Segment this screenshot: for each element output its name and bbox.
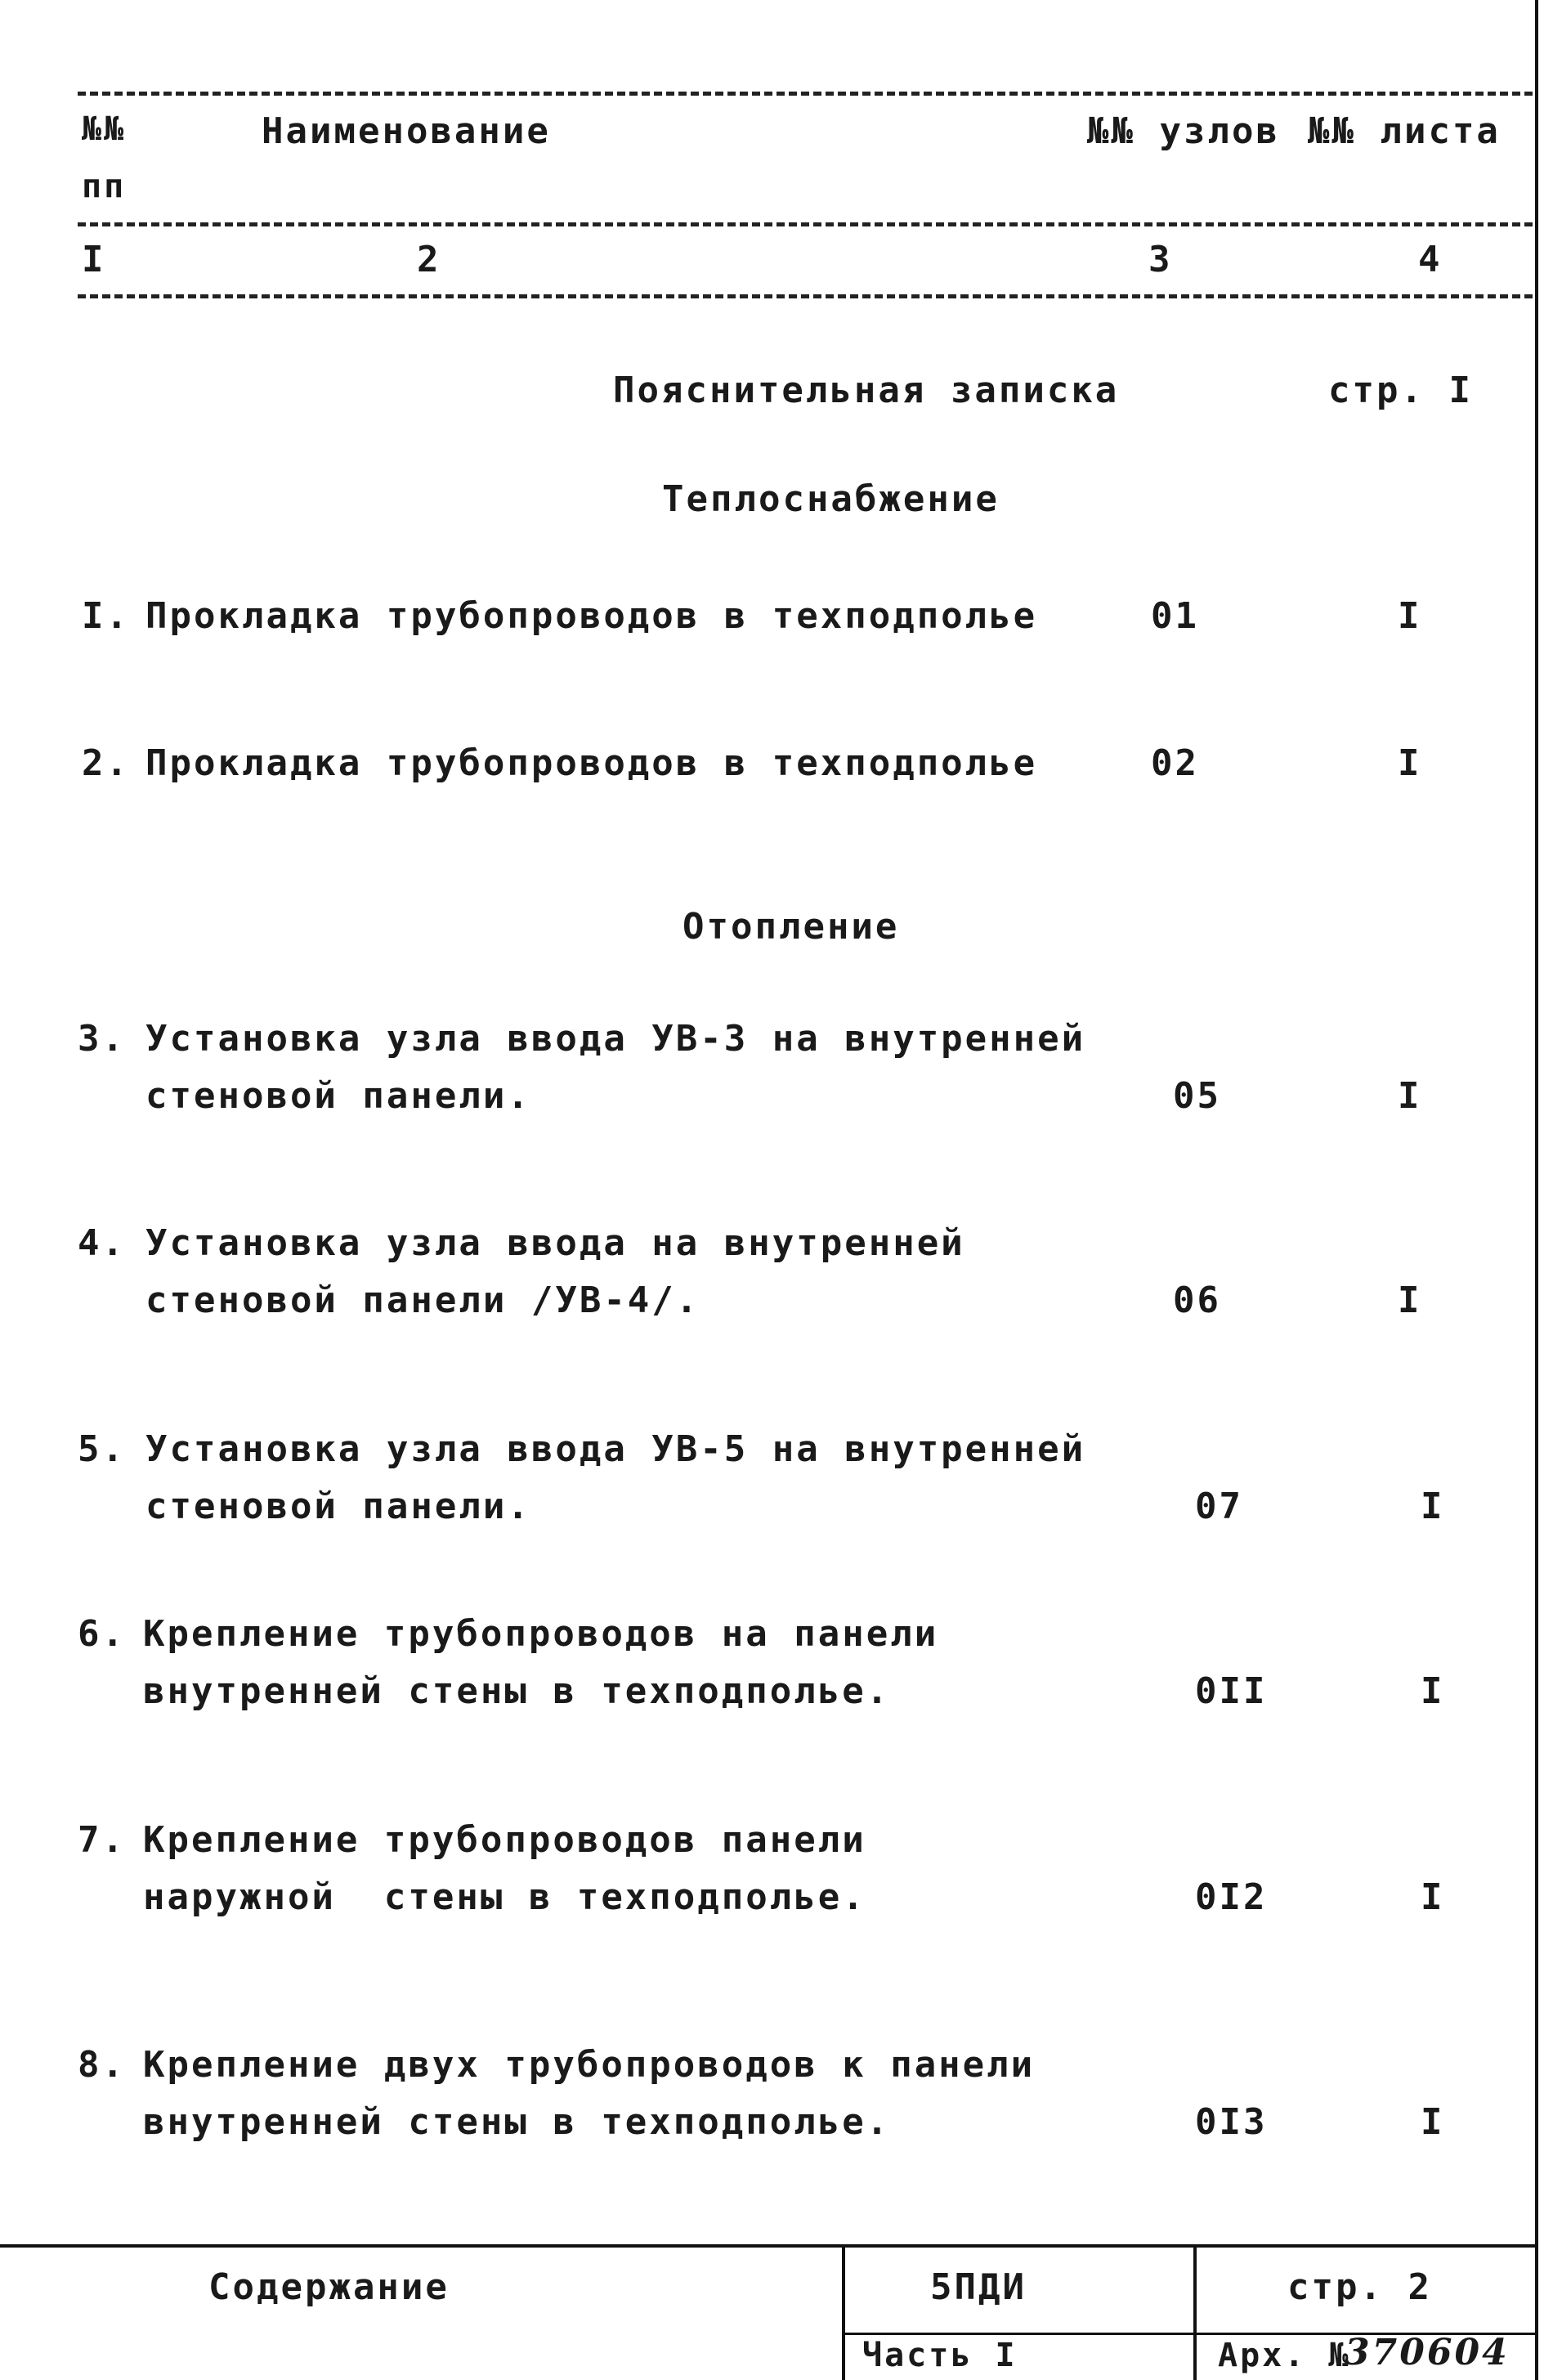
item-node: 0I3 xyxy=(1195,2101,1268,2143)
item-text-line: Крепление трубопроводов панели xyxy=(143,1819,866,1861)
item-sheet: I xyxy=(1398,1280,1422,1321)
item-node: 05 xyxy=(1173,1075,1221,1117)
title-block-page: стр. 2 xyxy=(1287,2266,1432,2308)
col-number-2: 2 xyxy=(417,239,441,280)
item-sheet: I xyxy=(1421,1876,1445,1918)
col3-label: №№ узлов xyxy=(1087,110,1280,152)
item-node: 07 xyxy=(1195,1486,1243,1527)
item-number: 6. xyxy=(78,1613,126,1655)
item-sheet: I xyxy=(1421,1670,1445,1712)
col4-label: №№ листа xyxy=(1308,110,1501,152)
item-node: 06 xyxy=(1173,1280,1221,1321)
header-bottom-rule xyxy=(78,294,1533,298)
item-number: I. xyxy=(82,595,130,637)
title-block-divider-2 xyxy=(1193,2244,1197,2380)
item-number: 8. xyxy=(78,2044,126,2086)
item-text-line: внутренней стены в техподполье. xyxy=(143,1670,891,1712)
intro-page-ref: стр. I xyxy=(1328,370,1473,411)
item-text-line: Прокладка трубопроводов в техподполье xyxy=(145,595,1038,637)
title-block-part: Часть I xyxy=(862,2337,1018,2374)
item-node: 0II xyxy=(1195,1670,1268,1712)
item-number: 3. xyxy=(78,1018,126,1060)
item-text-line: наружной стены в техподполье. xyxy=(143,1876,866,1918)
item-text-line: стеновой панели. xyxy=(145,1486,531,1527)
frame-bottom-border xyxy=(0,2244,1538,2248)
item-text-line: стеновой панели. xyxy=(145,1075,531,1117)
col-number-3: 3 xyxy=(1148,239,1173,280)
title-block-archive-label: Арх. № xyxy=(1218,2337,1351,2374)
item-sheet: I xyxy=(1398,1075,1422,1117)
item-text-line: Крепление трубопроводов на панели xyxy=(143,1613,939,1655)
title-block-code: 5ПДИ xyxy=(930,2266,1027,2308)
section-heading-heat-supply: Теплоснабжение xyxy=(662,478,1000,520)
item-text-line: стеновой панели /УВ-4/. xyxy=(145,1280,700,1321)
title-block-archive-number: 370604 xyxy=(1345,2332,1510,2373)
item-number: 5. xyxy=(78,1428,126,1470)
item-node: 01 xyxy=(1151,595,1199,637)
item-number: 7. xyxy=(78,1819,126,1861)
item-text-line: Установка узла ввода на внутренней xyxy=(145,1222,965,1264)
col1-label-bottom: пп xyxy=(82,168,127,205)
item-number: 2. xyxy=(82,742,130,784)
item-number: 4. xyxy=(78,1222,126,1264)
item-text-line: Установка узла ввода УВ-3 на внутренней xyxy=(145,1018,1086,1060)
item-sheet: I xyxy=(1398,595,1422,637)
col1-label-top: №№ xyxy=(82,110,127,148)
intro-title: Пояснительная записка xyxy=(613,370,1120,411)
title-block-divider-1 xyxy=(842,2244,845,2380)
header-mid-rule xyxy=(78,222,1533,226)
col2-label: Наименование xyxy=(262,110,551,152)
item-sheet: I xyxy=(1421,2101,1445,2143)
item-sheet: I xyxy=(1398,742,1422,784)
item-text-line: Прокладка трубопроводов в техподполье xyxy=(145,742,1038,784)
section-heading-heating: Отопление xyxy=(683,906,900,948)
item-node: 0I2 xyxy=(1195,1876,1268,1918)
title-block-name: Содержание xyxy=(208,2266,450,2308)
item-sheet: I xyxy=(1421,1486,1445,1527)
item-text-line: внутренней стены в техподполье. xyxy=(143,2101,891,2143)
item-node: 02 xyxy=(1151,742,1199,784)
header-top-rule xyxy=(78,92,1533,96)
item-text-line: Установка узла ввода УВ-5 на внутренней xyxy=(145,1428,1086,1470)
frame-right-border xyxy=(1535,0,1538,2380)
item-text-line: Крепление двух трубопроводов к панели xyxy=(143,2044,1036,2086)
col-number-4: 4 xyxy=(1418,239,1443,280)
col-number-1: I xyxy=(82,239,106,280)
